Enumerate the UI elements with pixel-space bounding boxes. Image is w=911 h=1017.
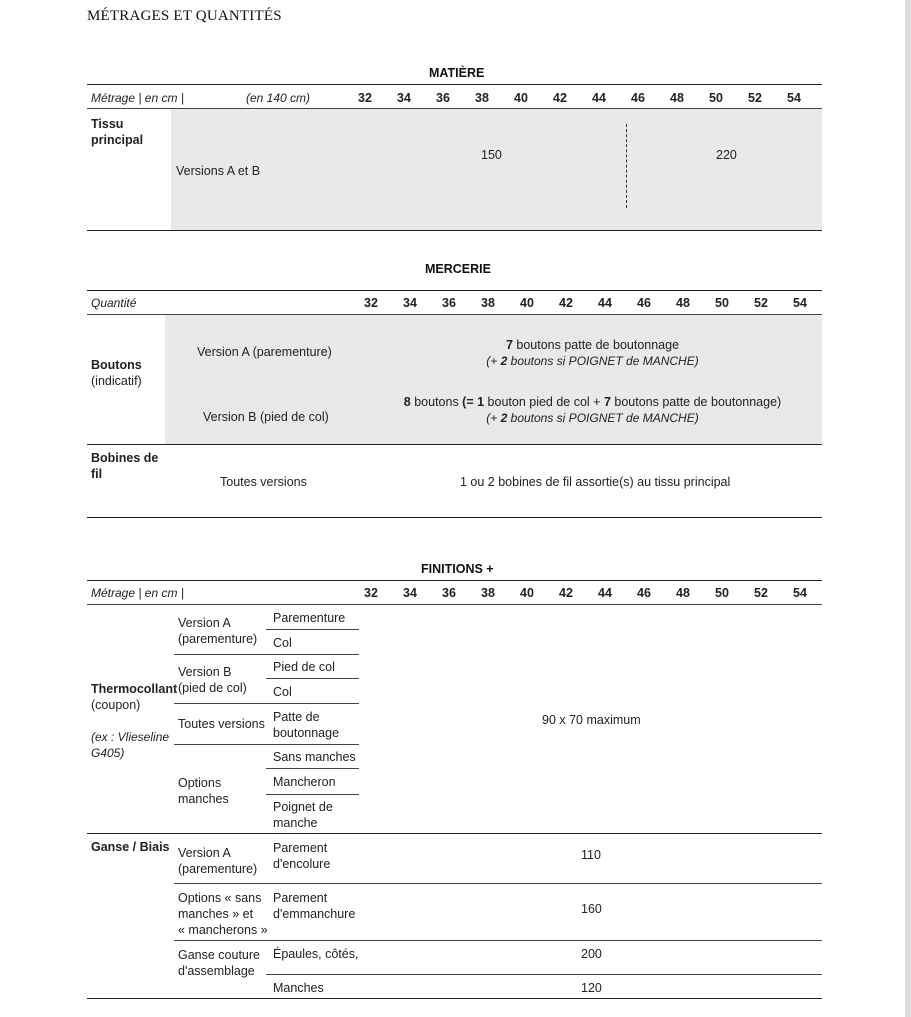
thermocollant-label: Thermocollant (coupon) (ex : Vlieseline G405) bbox=[91, 682, 178, 760]
bobines-label: Bobines de fil bbox=[91, 451, 159, 481]
size-header-3: 38 bbox=[481, 586, 495, 600]
size-header-2: 36 bbox=[436, 91, 450, 105]
size-header-7: 46 bbox=[637, 586, 651, 600]
size-header-4: 40 bbox=[520, 586, 534, 600]
size-header-5: 42 bbox=[559, 296, 573, 310]
size-header-8: 48 bbox=[670, 91, 684, 105]
part-pied-de-col: Pied de col bbox=[273, 660, 335, 674]
ganse-r2-value: 160 bbox=[581, 902, 602, 916]
matiere-shaded-area bbox=[171, 109, 822, 230]
size-header-4: 40 bbox=[514, 91, 528, 105]
thermo-bottom-rule bbox=[87, 833, 822, 834]
page-title: MÉTRAGES ET QUANTITÉS bbox=[87, 8, 282, 24]
tissu-principal-label: Tissu principal bbox=[91, 117, 144, 147]
ganse-r2-part: Parement d'emmanchure bbox=[273, 891, 356, 921]
size-header-9: 50 bbox=[709, 91, 723, 105]
thermo-toutes-rule bbox=[174, 744, 266, 745]
mercerie-title: MERCERIE bbox=[425, 262, 491, 276]
size-header-11: 54 bbox=[793, 296, 807, 310]
size-header-4: 40 bbox=[520, 296, 534, 310]
thermo-vb-rule bbox=[174, 703, 266, 704]
ganse-rule-2 bbox=[174, 940, 822, 941]
ganse-r4-value: 120 bbox=[581, 981, 602, 995]
size-header-5: 42 bbox=[559, 586, 573, 600]
mercerie-header-left: Quantité bbox=[91, 296, 137, 310]
thermo-toutes-versions: Toutes versions bbox=[178, 717, 265, 731]
part-rule-5 bbox=[266, 744, 359, 745]
finitions-bottom-rule bbox=[87, 998, 822, 999]
ganse-r3-part: Épaules, côtés, bbox=[273, 947, 359, 961]
part-rule-6 bbox=[266, 768, 359, 769]
size-header-2: 36 bbox=[442, 586, 456, 600]
size-header-11: 54 bbox=[793, 586, 807, 600]
finitions-header-rule bbox=[87, 604, 822, 605]
size-split-dashed-line bbox=[626, 124, 627, 208]
part-parementure: Parementure bbox=[273, 611, 346, 625]
boutons-version-a-value: 7 boutons patte de boutonnage (+ 2 boutons si POIGNET de MANCHE) bbox=[486, 338, 699, 368]
part-patte-de-boutonnage: Patte de boutonnage bbox=[273, 710, 340, 740]
size-header-10: 52 bbox=[754, 296, 768, 310]
ganse-r1-version: Version A (parementure) bbox=[178, 846, 258, 876]
size-header-6: 44 bbox=[598, 296, 612, 310]
matiere-header-left: Métrage | en cm | bbox=[91, 91, 184, 105]
part-rule-1 bbox=[266, 629, 359, 630]
boutons-label: Boutons (indicatif) bbox=[91, 358, 142, 388]
ganse-r2-version: Options « sans manches » et « mancherons » bbox=[178, 891, 268, 937]
finitions-top-rule bbox=[87, 580, 822, 581]
matiere-value-220: 220 bbox=[716, 148, 737, 162]
ganse-biais-label: Ganse / Biais bbox=[91, 840, 170, 854]
ganse-r4-part: Manches bbox=[273, 981, 324, 995]
matiere-header-width: (en 140 cm) bbox=[246, 91, 311, 105]
part-rule-2 bbox=[266, 654, 359, 655]
bobines-version: Toutes versions bbox=[220, 475, 307, 489]
size-header-0: 32 bbox=[364, 586, 378, 600]
size-header-8: 48 bbox=[676, 296, 690, 310]
page-edge-shadow bbox=[905, 0, 911, 1017]
thermo-va-rule bbox=[174, 654, 266, 655]
thermo-version-a: Version A (parementure) bbox=[178, 616, 258, 646]
size-header-8: 48 bbox=[676, 586, 690, 600]
matiere-value-150: 150 bbox=[481, 148, 502, 162]
thermo-options-manches: Options manches bbox=[178, 776, 229, 806]
mercerie-top-rule bbox=[87, 290, 822, 291]
mercerie-bottom-rule bbox=[87, 517, 822, 518]
boutons-version-b-value: 8 boutons (= 1 bouton pied de col + 7 boutons patte de boutonnage) (+ 2 boutons si POIGNET de MANCHE) bbox=[403, 395, 782, 425]
ganse-r1-value: 110 bbox=[581, 848, 601, 862]
size-header-1: 34 bbox=[397, 91, 411, 105]
finitions-title: FINITIONS + bbox=[421, 562, 494, 576]
size-header-3: 38 bbox=[475, 91, 489, 105]
size-header-2: 36 bbox=[442, 296, 456, 310]
size-header-1: 34 bbox=[403, 586, 417, 600]
boutons-version-a: Version A (parementure) bbox=[197, 345, 332, 359]
bobines-value: 1 ou 2 bobines de fil assortie(s) au tissu principal bbox=[460, 475, 731, 489]
ganse-rule-1 bbox=[174, 883, 822, 884]
size-header-6: 44 bbox=[598, 586, 612, 600]
size-header-1: 34 bbox=[403, 296, 417, 310]
size-header-0: 32 bbox=[358, 91, 372, 105]
matiere-bottom-rule bbox=[87, 230, 822, 231]
size-header-10: 52 bbox=[754, 586, 768, 600]
ganse-rule-3 bbox=[266, 974, 822, 975]
boutons-version-b: Version B (pied de col) bbox=[203, 410, 329, 424]
size-header-6: 44 bbox=[592, 91, 606, 105]
size-header-10: 52 bbox=[748, 91, 762, 105]
matiere-title: MATIÈRE bbox=[429, 66, 485, 80]
mercerie-mid-rule bbox=[87, 444, 822, 445]
part-rule-3 bbox=[266, 678, 359, 679]
ganse-r1-part: Parement d'encolure bbox=[273, 841, 331, 871]
matiere-versions: Versions A et B bbox=[176, 164, 261, 178]
part-col-a: Col bbox=[273, 636, 292, 650]
part-col-b: Col bbox=[273, 685, 292, 699]
size-header-9: 50 bbox=[715, 296, 729, 310]
part-sans-manches: Sans manches bbox=[273, 750, 356, 764]
thermo-version-b: Version B (pied de col) bbox=[178, 665, 247, 695]
size-header-0: 32 bbox=[364, 296, 378, 310]
thermo-value: 90 x 70 maximum bbox=[542, 713, 641, 727]
size-header-11: 54 bbox=[787, 91, 801, 105]
part-mancheron: Mancheron bbox=[273, 775, 336, 789]
size-header-5: 42 bbox=[553, 91, 567, 105]
part-rule-4 bbox=[266, 703, 359, 704]
part-rule-7 bbox=[266, 794, 359, 795]
finitions-header-left: Métrage | en cm | bbox=[91, 586, 184, 600]
size-header-3: 38 bbox=[481, 296, 495, 310]
matiere-top-rule bbox=[87, 84, 822, 85]
part-poignet-de-manche: Poignet de manche bbox=[273, 800, 333, 830]
size-header-7: 46 bbox=[631, 91, 645, 105]
ganse-r3-version: Ganse couture d'assemblage bbox=[178, 948, 260, 978]
size-header-9: 50 bbox=[715, 586, 729, 600]
ganse-r3-value: 200 bbox=[581, 947, 602, 961]
size-header-7: 46 bbox=[637, 296, 651, 310]
